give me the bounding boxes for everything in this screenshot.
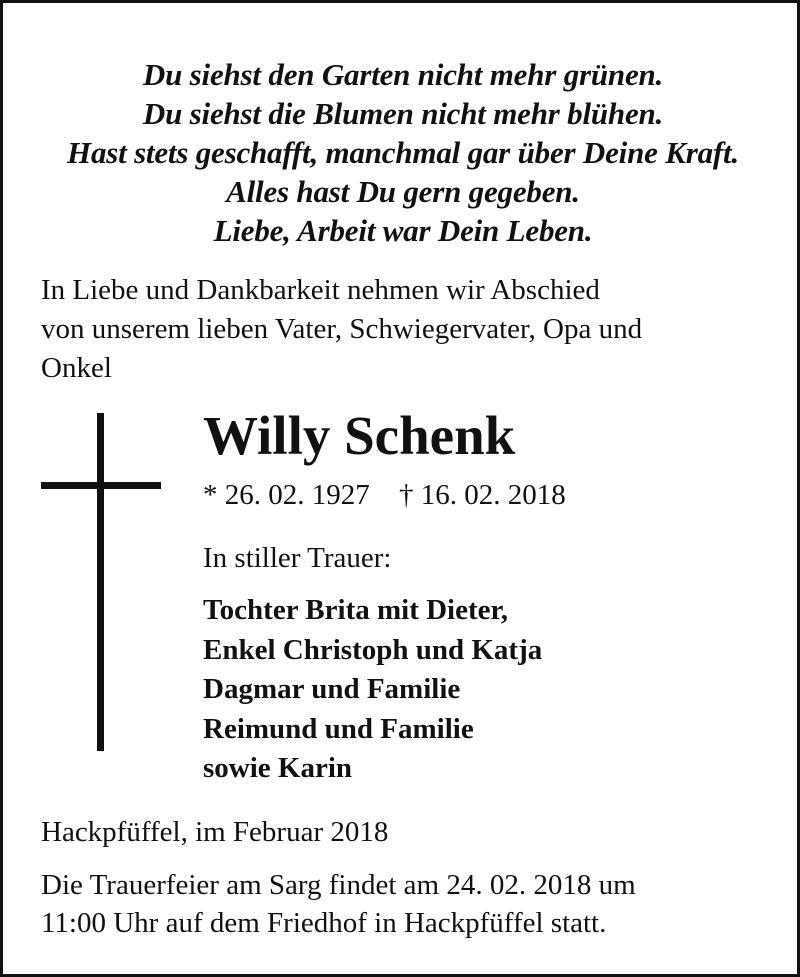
cross-vertical-beam: [97, 413, 104, 751]
intro-line: Onkel: [41, 352, 112, 384]
mourner-line: Tochter Brita mit Dieter,: [203, 594, 508, 626]
funeral-line: Die Trauerfeier am Sarg findet am 24. 02. 2018 um: [41, 869, 636, 901]
funeral-info: [41, 866, 636, 942]
life-dates: [203, 477, 566, 513]
latin-cross-icon: [3, 3, 203, 763]
mourners-list: [203, 591, 542, 789]
death-date: † 16. 02. 2018: [399, 479, 566, 511]
deceased-name: Willy Schenk: [203, 405, 516, 466]
birth-date: * 26. 02. 1927: [203, 479, 370, 511]
poem-line: Du siehst den Garten nicht mehr grünen.: [142, 57, 664, 92]
mourner-line: sowie Karin: [203, 752, 353, 784]
poem-line: Du siehst die Blumen nicht mehr blühen.: [142, 96, 664, 131]
place-date: Hackpfüffel, im Februar 2018: [41, 816, 389, 848]
mourner-line: Reimund und Familie: [203, 712, 474, 745]
intro-line: von unserem lieben Vater, Schwiegervater, Opa und: [41, 313, 643, 345]
poem-line: Hast stets geschafft, manchmal gar über Deine Kraft.: [67, 135, 739, 170]
mourner-line: Enkel Christoph und Katja: [203, 633, 543, 666]
mourning-label: In stiller Trauer:: [203, 542, 392, 574]
cross-horizontal-beam: [41, 482, 161, 489]
intro-line: In Liebe und Dankbarkeit nehmen wir Abschied: [41, 274, 600, 306]
poem-line: Alles hast Du gern gegeben.: [226, 174, 580, 209]
mourner-line: Dagmar und Familie: [203, 673, 461, 705]
poem-line: Liebe, Arbeit war Dein Leben.: [213, 213, 593, 248]
funeral-line: 11:00 Uhr auf dem Friedhof in Hackpfüffel statt.: [41, 907, 607, 939]
